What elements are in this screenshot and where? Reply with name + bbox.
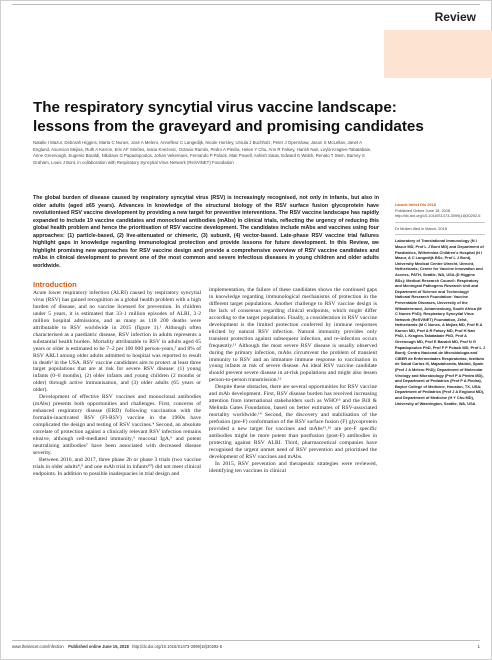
body-paragraph: Acute lower respiratory infection (ALRI) caused by respiratory syncytial virus (RSV) has gained recognition as a global health problem with a high burden of disease, and no vaccine licensed for prevention. In children under 5 years, it is estimated that 33·1 million episodes of ALRI, 3·2 million hospital admissions, and as many as 118 200 deaths were attributable to RSV worldwide in 2015 (figure 1).¹ Although often characterised as a paediatric disease, RSV infection in adults represents a substantial health burden. Mortality attributable to RSV in adults aged 65 years or older is estimated to be 7–2 per 100 000 person-years,² and 8% of RSV ARLI among older adults admitted to hospital was reported to result in death³ in the USA. RSV vaccine candidates aim to protect at least three target populations that are at risk for severe RSV disease: (1) young infants (0–6 months), (2) older infants and young children (2 months or older) through active immunisation, and (3) older adults (65 years or older).	[33, 290, 201, 394]
body-paragraph: In 2015, RSV prevention and therapeutic strategies were reviewed, identifying ten vaccines in clinical	[209, 460, 377, 474]
published-online-note[interactable]: Published Online June 15, 2018 http://dx.doi.org/10.1016/S1473-3099(18)30292-5	[395, 207, 481, 219]
body-paragraph: Between 2016, and 2017, three phase 2b or phase 3 trials (two vaccine trials in older adults⁸,⁹ and one mAb trial in infants¹⁰) did not meet clinical endpoints. In addition to possible inadequacies in trial design and	[33, 456, 201, 477]
sidebar-divider	[395, 234, 485, 235]
body-column-left	[33, 290, 201, 478]
page-number: 1	[477, 644, 480, 649]
introduction-heading: Introduction	[33, 280, 77, 289]
article-sidebar	[395, 202, 485, 406]
journal-url[interactable]: www.thelancet.com/infection	[12, 644, 64, 649]
body-paragraph: implementation, the failure of these candidates shows the continued gaps in knowledge regarding immunological mechanisms of protection in the different target populations. Another challenge to RSV vaccine design is the lack of consensus regarding clinical endpoints, which might differ according to the target population. Finally, a consideration in RSV vaccine development is the limited protection conferred by immune responses elicited by natural RSV infection. Natural immunity provides only transient protection against subsequent infection, and re-infection occurs frequently.¹¹ Although the most severe RSV disease is usually observed during the primary infection, mAbs circumvent the problem of transient immunity to RSV and an immature immune response to vaccination in young infants at risk of severe disease. An ideal RSV vaccine candidate should prevent severe disease in at-risk populations and might also lessen person-to-person transmission.¹²	[209, 287, 377, 384]
affiliations: Laboratory of Translational Immunology (N I Mazur MD, Prof L J Bont MD) and Department of Paediatrics, Wilhelmina Children's Hospital (N I Mazur, A C Langedijk BSc, Prof L J Bont), University Medical Centre Utrecht, Utrecht, Netherlands; Center for Vaccine Innovation and Access, PATH, Seattle, WA, USA (D Higgins BSc); Medical Research Council: Respiratory and Meningeal Pathogens Research Unit and Department of Science and Technology/ National Research Foundation: Vaccine Preventable Diseases, University of the Witwatersrand, Johannesburg, South Africa (M C Nunes PhD); Respiratory Syncytial Virus Network (ReSViNET) Foundation, Zeist, Netherlands (M C Nunes, A Mejias MD, Prof R A Karron MD, Prof A R Falsey MD, Prof H Nair PhD, L Kragten-Tabatabaie PhD, Prof A Greenough MD, Prof E Baraldi MD, Prof N G Papadopoulos PhD, Prof F P Polack MD, Prof L J Bont); Centro Nacional de Microbiología and CIBER de Enfermedades Respiratorias, Instituto de Salud Carlos III, Majadahonda, Madrid, Spain (Prof J A Melero PhD); Department of Molecular Virology and Microbiology (Prof P A Piedra MD), and Department of Pediatrics (Prof P A Piedra), Baylor College of Medicine, Houston, TX, USA; Department of Pediatrics (Prof J A Englund MD), and Department of Medicine (H Y Chu MD), University of Washington, Seattle, WA, USA	[395, 238, 486, 406]
doi-link[interactable]: http://dx.doi.org/10.1016/S1473-3099(18)30292-5	[132, 644, 223, 649]
body-paragraph: Despite these obstacles, there are several opportunities for RSV vaccine and mAb development. First, RSV disease burden has received increasing attention from international stakeholders such as WHO¹³ and the Bill & Melinda Gates Foundation, based on better estimates of RSV-associated mortality worldwide.¹⁴ Second, the discovery and stabilisation of the prefusion (pre-F) conformation of the RSV surface fusion (F) glycoprotein provided a new target for vaccines and mAbs¹⁵,¹⁶ are pre-F specific antibodies might be more potent than postfusion (post-F) antibodies in protecting against RSV ALRI. Third, pharmaceutical companies have recognised the urgent unmet need of RSV prevention and prioritised the development of RSV vaccines and mAbs.	[209, 384, 377, 460]
article-title: The respiratory syncytial virus vaccine landscape: lessons from the graveyard and promising candidates	[33, 99, 424, 135]
body-paragraph: Development of effective RSV vaccines and monoclonal antibodies (mAbs) presents both opportunities and challenges. First, concerns of enhanced respiratory disease (ERD) following vaccination with the formalin-inactivated RSV (FI-RSV) vaccine in the 1960s have complicated the design and testing of RSV vaccines.⁴ Second, an absolute correlate of protection against a clinically relevant RSV infection remains elusive, although cell-mediated immunity,⁵ mucosal IgA,⁶ and potent neutralising antibodies⁷ have been associated with decreased disease severity.	[33, 394, 201, 456]
section-color-band	[384, 30, 492, 78]
header-rule	[12, 4, 480, 5]
sidebar-divider	[395, 222, 485, 223]
section-label: Review	[434, 10, 476, 24]
abstract: The global burden of disease caused by respiratory syncytial virus (RSV) is increasingly recognised, not only in infants, but also in older adults (aged ≥65 years). Advances in knowledge of the structural biology of the RSV surface fusion glycoprotein have revolutionised RSV vaccine development by providing a new target for preventive interventions. The RSV vaccine landscape has rapidly expanded to include 19 vaccine candidates and monoclonal antibodies (mAbs) in clinical trials, reflecting the urgency of reducing this global health problem and hence the prioritisation of RSV vaccine development. The candidates include mAbs and vaccines using four approaches: (1) particle-based, (2) live-attenuated or chimeric, (3) subunit, (4) vector-based. Late-phase RSV vaccine trial failures highlight gaps in knowledge regarding immunological protection and provide lessons for future development. In this Review, we highlight promising new approaches for RSV vaccine design and provide a comprehensive overview of RSV vaccine candidates and mAbs in clinical development to prevent one of the most common and severe infectious diseases in young children and older adults worldwide.	[33, 195, 379, 269]
body-column-right	[209, 287, 377, 475]
author-list: Natalie I Mazur, Deborah Higgins, Marta C Nunes, José A Melero, Annefleur C Langedijk, Nicole Horsley, Ursula J Buchholz, Peter J Openshaw, Jason S McLellan, Janet A Englund, Asuncion Mejias, Ruth A Karron, Eric AF Simões, Ivana Knezevic, Octavio Ramilo, Pedro A Piedra, Helen Y Chu, Ann R Falsey, Harish Nair, Leyla Kragten-Tabatabaie, Anne Greenough, Eugenio Baraldi, Nikolaos G Papadopoulos, Johan Vekemans, Fernando P Polack, Mair Powell, Ashish Satav, Edward E Walsh, Renato T Stein, Barney S Graham, Louis J Bont, in collaboration with Respiratory Syncytial Virus Network (ReSViNET) Foundation	[33, 140, 372, 165]
published-label: Published online June 15, 2018	[68, 644, 129, 649]
footer-rule	[12, 640, 480, 641]
journal-citation: Lancet Infect Dis 2018	[395, 202, 436, 207]
page-footer	[12, 644, 222, 649]
correction-note: Dr Mullen died in March, 2018	[395, 225, 447, 231]
